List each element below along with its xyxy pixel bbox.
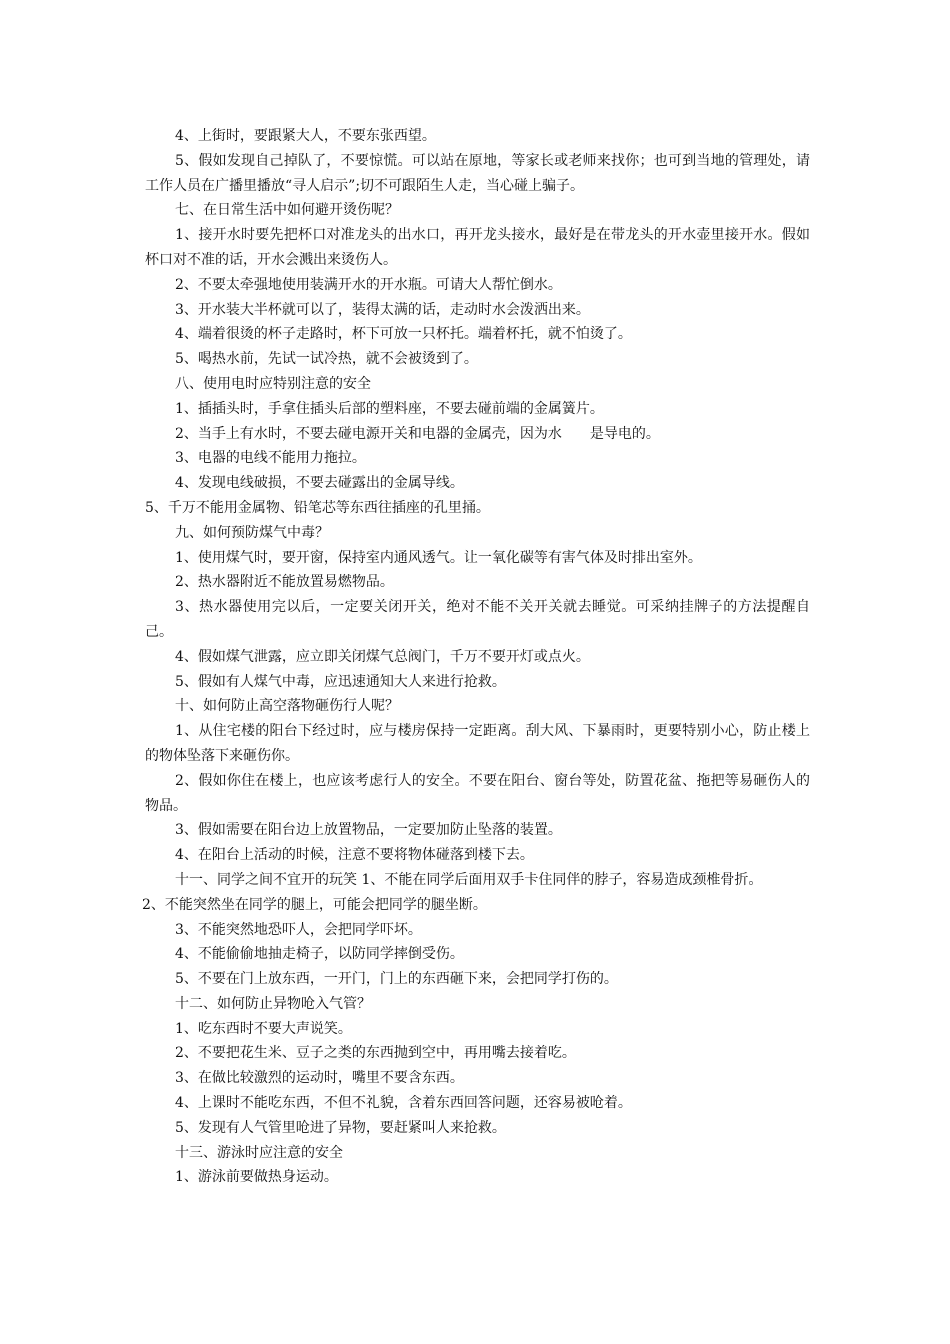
paragraph: 5、假如发现自己掉队了，不要惊慌。可以站在原地，等家长或老师来找你；也可到当地的管理处，请工作人员在广播里播放“寻人启示”;切不可跟陌生人走，当心碰上骗子。 <box>145 152 810 194</box>
paragraph: 4、上课时不能吃东西，不但不礼貌，含着东西回答问题，还容易被呛着。 <box>175 1095 632 1112</box>
paragraph: 1、使用煤气时，要开窗，保持室内通风透气。让一氧化碳等有害气体及时排出室外。 <box>175 549 702 566</box>
paragraph: 3、开水装大半杯就可以了，装得太满的话，走动时水会泼洒出来。 <box>175 301 590 318</box>
section-heading: 九、如何预防煤气中毒？ <box>175 524 329 541</box>
paragraph: 2、不要太牵强地使用装满开水的开水瓶。可请大人帮忙倒水。 <box>175 276 562 293</box>
paragraph: 4、在阳台上活动的时候，注意不要将物体碰落到楼下去。 <box>175 847 534 864</box>
paragraph: 1、接开水时要先把杯口对准龙头的出水口，再开龙头接水，最好是在带龙头的开水壶里接开水。假如杯口对不准的话，开水会溅出来烫伤人。 <box>145 227 810 268</box>
paragraph: 3、热水器使用完以后，一定要关闭开关，绝对不能不关开关就去睡觉。可采纳挂牌子的方法提醒自己。 <box>145 599 810 640</box>
paragraph: 3、在做比较激烈的运动时，嘴里不要含东西。 <box>175 1070 464 1087</box>
paragraph: 2、热水器附近不能放置易燃物品。 <box>175 574 394 591</box>
paragraph: 3、电器的电线不能用力拖拉。 <box>175 450 366 467</box>
paragraph: 3、不能突然地恐吓人，会把同学吓坏。 <box>175 921 422 938</box>
paragraph: 4、上街时，要跟紧大人，不要东张西望。 <box>175 128 436 144</box>
paragraph: 3、假如需要在阳台边上放置物品，一定要加防止坠落的装置。 <box>175 822 562 839</box>
section-heading: 十、如何防止高空落物砸伤行人呢？ <box>175 698 399 715</box>
section-heading: 七、在日常生活中如何避开烫伤呢？ <box>175 202 399 219</box>
paragraph: 1、游泳前要做热身运动。 <box>175 1169 338 1186</box>
paragraph: 4、端着很烫的杯子走路时，杯下可放一只杯托。端着杯托，就不怕烫了。 <box>175 326 632 343</box>
paragraph: 5、假如有人煤气中毒，应迅速通知大人来进行抢救。 <box>175 673 506 690</box>
paragraph: 2、不要把花生米、豆子之类的东西抛到空中，再用嘴去接着吃。 <box>175 1045 576 1062</box>
section-heading: 十三、游泳时应注意的安全 <box>175 1144 343 1161</box>
paragraph: 5、喝热水前，先试一试冷热，就不会被烫到了。 <box>175 351 478 368</box>
paragraph: 1、插插头时，手拿住插头后部的塑料座，不要去碰前端的金属簧片。 <box>175 400 604 417</box>
paragraph: 5、千万不能用金属物、铅笔芯等东西往插座的孔里捅。 <box>145 499 490 516</box>
paragraph: 5、发现有人气管里呛进了异物，要赶紧叫人来抢救。 <box>175 1119 506 1136</box>
paragraph: 4、假如煤气泄露，应立即关闭煤气总阀门，千万不要开灯或点火。 <box>175 648 590 665</box>
document-body <box>142 124 810 1190</box>
paragraph: 1、从住宅楼的阳台下经过时，应与楼房保持一定距离。刮大风、下暴雨时，更要特别小心，防止楼上的物体坠落下来砸伤你。 <box>145 723 810 764</box>
paragraph: 2、当手上有水时，不要去碰电源开关和电器的金属壳，因为水 是导电的。 <box>175 425 660 442</box>
paragraph: 5、不要在门上放东西，一开门，门上的东西砸下来，会把同学打伤的。 <box>175 971 618 988</box>
section-heading: 十二、如何防止异物呛入气管？ <box>175 995 371 1012</box>
paragraph: 1、吃东西时不要大声说笑。 <box>175 1020 352 1037</box>
section-heading: 十一、同学之间不宜开的玩笑 1、不能在同学后面用双手卡住同伴的脖子，容易造成颈椎骨折。 <box>175 871 763 888</box>
paragraph: 4、发现电线破损，不要去碰露出的金属导线。 <box>175 475 464 492</box>
paragraph: 4、不能偷偷地抽走椅子，以防同学摔倒受伤。 <box>175 946 464 963</box>
paragraph: 2、不能突然坐在同学的腿上，可能会把同学的腿坐断。 <box>142 896 487 913</box>
paragraph: 2、假如你住在楼上，也应该考虑行人的安全。不要在阳台、窗台等处，防置花盆、拖把等易砸伤人的物品。 <box>145 772 810 814</box>
section-heading: 八、使用电时应特别注意的安全 <box>175 375 371 392</box>
